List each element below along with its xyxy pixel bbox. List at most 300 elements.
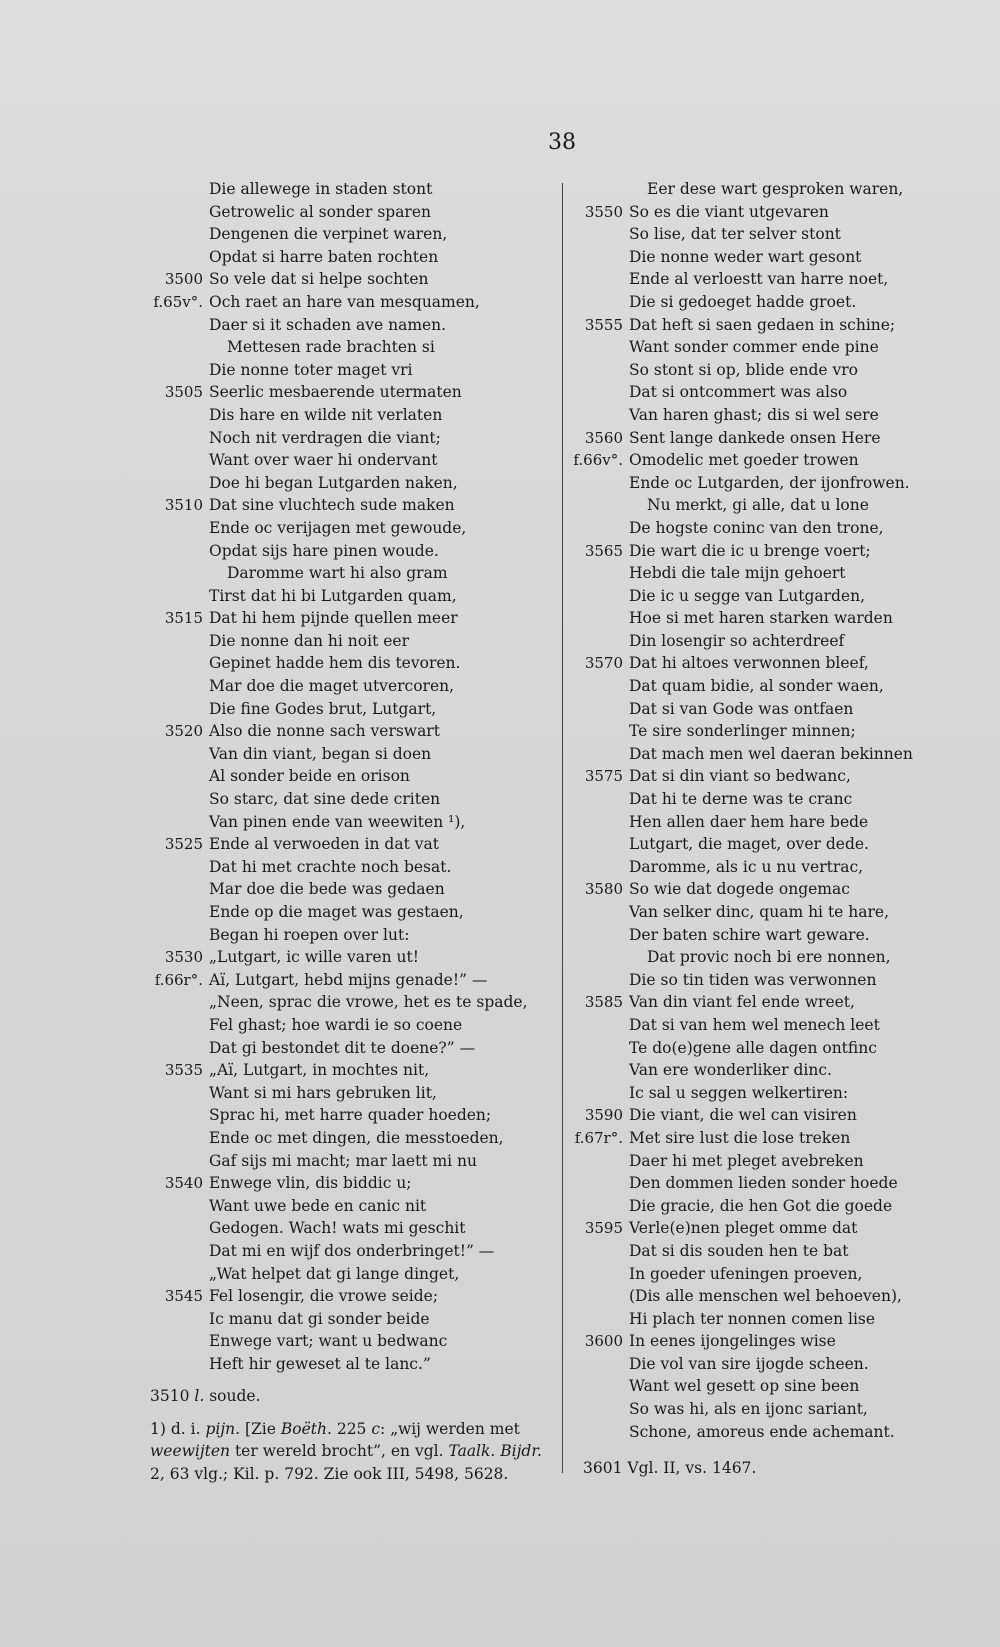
verse-text: Die nonne toter maget vri [209, 360, 413, 379]
verse-text: Dat gi bestondet dit te doene?” — [209, 1038, 476, 1057]
line-marker [558, 268, 629, 291]
verse-text: „Neen, sprac die vrowe, het es te spade, [209, 993, 528, 1012]
line-marker [558, 630, 629, 653]
page-number: 38 [548, 130, 576, 155]
verse-text: Enwege vlin, dis biddic u; [209, 1174, 412, 1193]
line-marker: 3565 [584, 541, 623, 560]
line-marker [138, 878, 209, 901]
line-marker: 3585 [584, 993, 623, 1012]
line-marker: 3525 [164, 835, 203, 854]
verse-line [138, 924, 538, 947]
verse-line [138, 1127, 538, 1150]
line-marker [558, 1059, 629, 1082]
line-marker [558, 1285, 629, 1308]
verse-text: Mettesen rade brachten si [227, 338, 435, 357]
line-marker [558, 494, 629, 517]
verse-text: Ende al verwoeden in dat vat [209, 835, 439, 854]
line-marker [558, 675, 629, 698]
verse-text: Heft hir geweset al te lanc.” [209, 1354, 431, 1373]
line-marker [558, 1421, 629, 1444]
verse-line [558, 833, 978, 856]
verse-text: Van pinen ende van weewiten ¹), [209, 812, 466, 831]
verse-text: So stont si op, blide ende vro [629, 360, 859, 379]
verse-text: Die si gedoeget hadde groet. [629, 292, 857, 311]
verse-line [138, 720, 538, 743]
verse-line [138, 833, 538, 856]
line-marker [138, 404, 209, 427]
line-marker [138, 540, 209, 563]
verse-line [138, 178, 538, 201]
verse-text: Van din viant fel ende wreet, [629, 993, 855, 1012]
verse-text: Began hi roepen over lut: [209, 925, 410, 944]
verse-line [138, 788, 538, 811]
verse-line [558, 314, 978, 337]
verse-line [138, 1330, 538, 1353]
verse-line [138, 494, 538, 517]
verse-text: Al sonder beide en orison [209, 767, 410, 786]
verse-text: „Aï, Lutgart, in mochtes nit, [209, 1061, 430, 1080]
verse-text: Dat provic noch bi ere nonnen, [647, 948, 891, 967]
line-marker [138, 675, 209, 698]
verse-text: In eenes ijongelinges wise [629, 1332, 836, 1351]
verse-text: Want over waer hi ondervant [209, 451, 438, 470]
verse-text: So es die viant utgevaren [629, 202, 829, 221]
verse-text: Dat si din viant so bedwanc, [629, 767, 851, 786]
footnote-line: 2, 63 vlg.; Kil. p. 792. Zie ook III, 5498, 5628. [150, 1464, 509, 1483]
verse-line [558, 878, 978, 901]
verse-line [138, 381, 538, 404]
verse-line [138, 1263, 538, 1286]
verse-line [558, 517, 978, 540]
verse-line [558, 1353, 978, 1376]
verse-text: Dat hi hem pijnde quellen meer [209, 609, 458, 628]
line-marker [138, 1353, 209, 1376]
line-marker [138, 901, 209, 924]
line-marker: 3560 [584, 428, 623, 447]
line-marker [138, 1240, 209, 1263]
line-marker [558, 901, 629, 924]
verse-line [138, 1059, 538, 1082]
verse-line [558, 856, 978, 879]
line-marker [558, 743, 629, 766]
verse-text: Sprac hi, met harre quader hoeden; [209, 1106, 492, 1125]
verse-line [138, 540, 538, 563]
verse-line [138, 811, 538, 834]
footnote-line: 3601 Vgl. II, vs. 1467. [583, 1459, 757, 1477]
verse-line [138, 1082, 538, 1105]
verse-line [558, 743, 978, 766]
verse-line [558, 1217, 978, 1240]
verse-line [558, 178, 978, 201]
line-marker [558, 924, 629, 947]
verse-text: So lise, dat ter selver stont [629, 225, 841, 244]
verse-line [558, 540, 978, 563]
line-marker [558, 946, 629, 969]
verse-line [558, 811, 978, 834]
verse-line [138, 1285, 538, 1308]
verse-line [558, 901, 978, 924]
verse-text: Dat hi met crachte noch besat. [209, 857, 452, 876]
line-marker [558, 404, 629, 427]
verse-line [138, 698, 538, 721]
verse-text: Tirst dat hi bi Lutgarden quam, [209, 586, 457, 605]
verse-line [558, 991, 978, 1014]
verse-line [558, 1014, 978, 1037]
verse-text: So wie dat dogede ongemac [629, 880, 850, 899]
verse-text: Dat si dis souden hen te bat [629, 1241, 849, 1260]
verse-text: So starc, dat sine dede criten [209, 790, 441, 809]
verse-text: Hen allen daer hem hare bede [629, 812, 869, 831]
line-marker: f.67r°. [574, 1128, 623, 1147]
verse-text: Ic manu dat gi sonder beide [209, 1309, 430, 1328]
verse-text: Want uwe bede en canic nit [209, 1196, 427, 1215]
footnote-line [150, 1418, 540, 1441]
verse-line [138, 743, 538, 766]
verse-text: (Dis alle menschen wel behoeven), [629, 1287, 902, 1306]
verse-line [138, 901, 538, 924]
verse-line [558, 404, 978, 427]
verse-text: Fel ghast; hoe wardi ie so coene [209, 1015, 463, 1034]
verse-line [138, 223, 538, 246]
verse-line [558, 698, 978, 721]
verse-text: Lutgart, die maget, over dede. [629, 835, 869, 854]
verse-line [138, 1037, 538, 1060]
verse-text: Dat si van Gode was ontfaen [629, 699, 854, 718]
line-marker [558, 698, 629, 721]
verse-line [138, 359, 538, 382]
footnote-line [150, 1385, 540, 1408]
verse-line [558, 562, 978, 585]
line-marker: f.66v°. [573, 451, 623, 470]
line-marker [138, 991, 209, 1014]
line-marker [558, 1014, 629, 1037]
line-marker: 3515 [164, 609, 203, 628]
line-marker [138, 811, 209, 834]
line-marker [138, 743, 209, 766]
verse-text: Gaf sijs mi macht; mar laett mi nu [209, 1151, 478, 1170]
verse-line [558, 1263, 978, 1286]
verse-line [138, 1014, 538, 1037]
verse-text: Dat heft si saen gedaen in schine; [629, 315, 896, 334]
verse-line [558, 1127, 978, 1150]
verse-line [558, 472, 978, 495]
verse-line [558, 494, 978, 517]
line-marker [558, 585, 629, 608]
verse-text: Want si mi hars gebruken lit, [209, 1083, 437, 1102]
verse-line [558, 630, 978, 653]
verse-text: Die nonne weder wart gesont [629, 247, 862, 266]
verse-text: Te sire sonderlinger minnen; [629, 722, 856, 741]
verse-line [138, 675, 538, 698]
verse-text: Dat si ontcommert was also [629, 383, 848, 402]
verse-text: Daer hi met pleget avebreken [629, 1151, 864, 1170]
verse-line [558, 585, 978, 608]
line-marker [138, 1082, 209, 1105]
verse-line [558, 1421, 978, 1444]
line-marker [138, 1127, 209, 1150]
verse-text: Die wart die ic u brenge voert; [629, 541, 871, 560]
verse-line [138, 562, 538, 585]
verse-text: Want wel gesett op sine been [629, 1377, 860, 1396]
verse-line [138, 585, 538, 608]
line-marker [138, 652, 209, 675]
line-marker [138, 336, 209, 359]
line-marker [558, 1240, 629, 1263]
verse-text: Van din viant, began si doen [209, 744, 432, 763]
line-marker [558, 381, 629, 404]
line-marker [558, 1172, 629, 1195]
right-verse-column [558, 178, 978, 1443]
verse-text: Dat mi en wijf dos onderbringet!” — [209, 1241, 495, 1260]
verse-line [558, 268, 978, 291]
line-marker [138, 1330, 209, 1353]
line-marker [138, 359, 209, 382]
verse-line [558, 1104, 978, 1127]
verse-text: Opdat sijs hare pinen woude. [209, 541, 439, 560]
verse-line [138, 1195, 538, 1218]
verse-text: Die viant, die wel can visiren [629, 1106, 857, 1125]
line-marker: 3535 [164, 1061, 203, 1080]
left-verse-column [138, 178, 538, 1375]
verse-text: „Lutgart, ic wille varen ut! [209, 948, 419, 967]
line-marker [558, 720, 629, 743]
verse-text: Eer dese wart gesproken waren, [647, 180, 904, 198]
line-marker: 3510 [164, 496, 203, 515]
line-marker [138, 788, 209, 811]
verse-text: De hogste coninc van den trone, [629, 518, 884, 537]
note-text: 225 [331, 1419, 372, 1438]
line-marker [558, 1308, 629, 1331]
verse-text: Getrowelic al sonder sparen [209, 202, 431, 221]
line-marker: f.66r°. [154, 970, 203, 989]
verse-line [138, 246, 538, 269]
line-marker [138, 223, 209, 246]
verse-text: Die allewege in staden stont [209, 180, 433, 198]
verse-text: Verle(e)nen pleget omme dat [629, 1219, 858, 1238]
verse-line [138, 652, 538, 675]
verse-text: Der baten schire wart geware. [629, 925, 870, 944]
verse-line [138, 856, 538, 879]
line-marker [558, 1037, 629, 1060]
verse-text: Daer si it schaden ave namen. [209, 315, 447, 334]
verse-line [138, 1353, 538, 1376]
line-marker: 3530 [164, 948, 203, 967]
verse-text: Daromme, als ic u nu vertrac, [629, 857, 864, 876]
verse-text: Dat quam bidie, al sonder waen, [629, 677, 884, 696]
line-marker [138, 1308, 209, 1331]
verse-text: Die fine Godes brut, Lutgart, [209, 699, 437, 718]
line-marker [558, 1195, 629, 1218]
verse-text: Gedogen. Wach! wats mi geschit [209, 1219, 466, 1238]
verse-text: Dis hare en wilde nit verlaten [209, 405, 443, 424]
verse-text: Hi plach ter nonnen comen lise [629, 1309, 876, 1328]
line-marker [558, 246, 629, 269]
line-marker: 3590 [584, 1106, 623, 1125]
line-marker [138, 314, 209, 337]
line-marker [138, 1263, 209, 1286]
line-marker [138, 201, 209, 224]
verse-text: Ende op die maget was gestaen, [209, 903, 464, 921]
verse-text: In goeder ufeningen proeven, [629, 1264, 863, 1283]
verse-text: Omodelic met goeder trowen [629, 451, 859, 470]
line-marker [138, 856, 209, 879]
verse-line [558, 1037, 978, 1060]
line-marker [558, 178, 629, 201]
verse-text: Ende oc Lutgarden, der ijonfrowen. [629, 473, 910, 492]
verse-text: Doe hi began Lutgarden naken, [209, 473, 458, 492]
note-text: 3510 [150, 1387, 195, 1405]
verse-line [138, 1308, 538, 1331]
line-marker: 3520 [164, 722, 203, 741]
verse-text: Mar doe die maget utvercoren, [209, 677, 455, 696]
verse-text: Gepinet hadde hem dis tevoren. [209, 654, 461, 673]
verse-line [558, 359, 978, 382]
verse-line [138, 449, 538, 472]
line-marker [558, 223, 629, 246]
line-marker [138, 1104, 209, 1127]
verse-text: Schone, amoreus ende achemant. [629, 1422, 895, 1441]
verse-line [558, 246, 978, 269]
verse-line [138, 314, 538, 337]
note-text: Boëth. [280, 1419, 332, 1438]
verse-text: Hoe si met haren starken warden [629, 609, 893, 628]
verse-text: „Wat helpet dat gi lange dinget, [209, 1264, 460, 1283]
line-marker: f.65v°. [153, 292, 203, 311]
verse-line [138, 472, 538, 495]
verse-text: Met sire lust die lose treken [629, 1128, 851, 1147]
verse-line [558, 291, 978, 314]
line-marker [558, 969, 629, 992]
verse-line [138, 517, 538, 540]
line-marker [558, 1263, 629, 1286]
verse-line [558, 1398, 978, 1421]
line-marker [558, 788, 629, 811]
verse-line [138, 630, 538, 653]
footnotes-right [583, 1457, 963, 1480]
verse-text: Want sonder commer ende pine [629, 338, 879, 357]
verse-line [558, 1285, 978, 1308]
line-marker [138, 1014, 209, 1037]
verse-line [558, 946, 978, 969]
verse-text: Ende oc met dingen, die messtoeden, [209, 1128, 504, 1147]
line-marker [138, 1150, 209, 1173]
verse-text: Die vol van sire ijogde scheen. [629, 1354, 869, 1373]
note-text: 1) d. i. [150, 1419, 206, 1438]
verse-text: Aï, Lutgart, hebd mijns genade!” — [209, 970, 488, 989]
verse-line [558, 1330, 978, 1353]
verse-text: So vele dat si helpe sochten [209, 270, 429, 289]
verse-text: Enwege vart; want u bedwanc [209, 1332, 448, 1351]
verse-text: So was hi, als en ijonc sariant, [629, 1400, 868, 1419]
verse-line [138, 878, 538, 901]
verse-text: Dat sine vluchtech sude maken [209, 496, 455, 515]
line-marker [138, 246, 209, 269]
verse-line [138, 765, 538, 788]
verse-text: Die nonne dan hi noit eer [209, 631, 409, 650]
verse-text: Daromme wart hi also gram [227, 564, 448, 583]
note-text: pijn. [205, 1419, 241, 1438]
note-text: soude. [204, 1387, 261, 1405]
line-marker [138, 698, 209, 721]
verse-text: Ende oc verijagen met gewoude, [209, 518, 467, 537]
verse-text: Och raet an hare van mesquamen, [209, 292, 480, 311]
verse-text: Ic sal u seggen welkertiren: [629, 1083, 849, 1102]
line-marker [138, 924, 209, 947]
verse-line [558, 607, 978, 630]
line-marker [558, 562, 629, 585]
note-text: c [371, 1419, 381, 1438]
line-marker [558, 1150, 629, 1173]
line-marker: 3500 [164, 270, 203, 289]
verse-line [558, 1375, 978, 1398]
verse-text: Din losengir so achterdreef [629, 631, 845, 650]
verse-text: Van haren ghast; dis si wel sere [629, 405, 879, 424]
verse-text: Mar doe die bede was gedaen [209, 880, 445, 899]
line-marker [138, 1217, 209, 1240]
verse-line [138, 201, 538, 224]
verse-line [138, 946, 538, 969]
line-marker: 3545 [164, 1287, 203, 1306]
footnotes-left [150, 1385, 540, 1485]
line-marker [558, 811, 629, 834]
line-marker [558, 1375, 629, 1398]
note-text: weewijten [150, 1442, 231, 1461]
note-text: : „wij werden met [380, 1419, 520, 1438]
verse-text: Van ere wonderliker dinc. [629, 1061, 832, 1080]
verse-line [558, 652, 978, 675]
verse-line [558, 720, 978, 743]
note-text: [Zie [240, 1419, 281, 1438]
line-marker [558, 517, 629, 540]
verse-line [558, 969, 978, 992]
verse-text: Opdat si harre baten rochten [209, 247, 439, 266]
footnote-line [150, 1440, 540, 1463]
verse-line [138, 991, 538, 1014]
verse-text: Noch nit verdragen die viant; [209, 428, 441, 447]
line-marker [138, 178, 209, 201]
verse-text: Hebdi die tale mijn gehoert [629, 564, 846, 583]
line-marker [138, 1195, 209, 1218]
line-marker [558, 1353, 629, 1376]
verse-line [558, 1240, 978, 1263]
line-marker [138, 765, 209, 788]
verse-line [138, 404, 538, 427]
line-marker [138, 449, 209, 472]
note-text: Taalk. Bijdr. [448, 1442, 542, 1461]
verse-text: Te do(e)gene alle dagen ontfinc [629, 1038, 877, 1057]
verse-text: Dat hi te derne was te cranc [629, 790, 853, 809]
verse-line [138, 336, 538, 359]
verse-line [558, 788, 978, 811]
line-marker [558, 359, 629, 382]
line-marker: 3555 [584, 315, 623, 334]
verse-text: Dengenen die verpinet waren, [209, 225, 448, 244]
verse-line [558, 1308, 978, 1331]
verse-text: Van selker dinc, quam hi te hare, [629, 903, 890, 921]
line-marker [558, 291, 629, 314]
verse-line [558, 1150, 978, 1173]
verse-text: Die ic u segge van Lutgarden, [629, 586, 866, 605]
verse-text: Also die nonne sach verswart [209, 722, 440, 741]
verse-text: Sent lange dankede onsen Here [629, 428, 881, 447]
line-marker [138, 630, 209, 653]
line-marker [558, 1398, 629, 1421]
verse-line [558, 1195, 978, 1218]
verse-line [558, 675, 978, 698]
verse-line [558, 201, 978, 224]
line-marker [138, 585, 209, 608]
line-marker: 3540 [164, 1174, 203, 1193]
